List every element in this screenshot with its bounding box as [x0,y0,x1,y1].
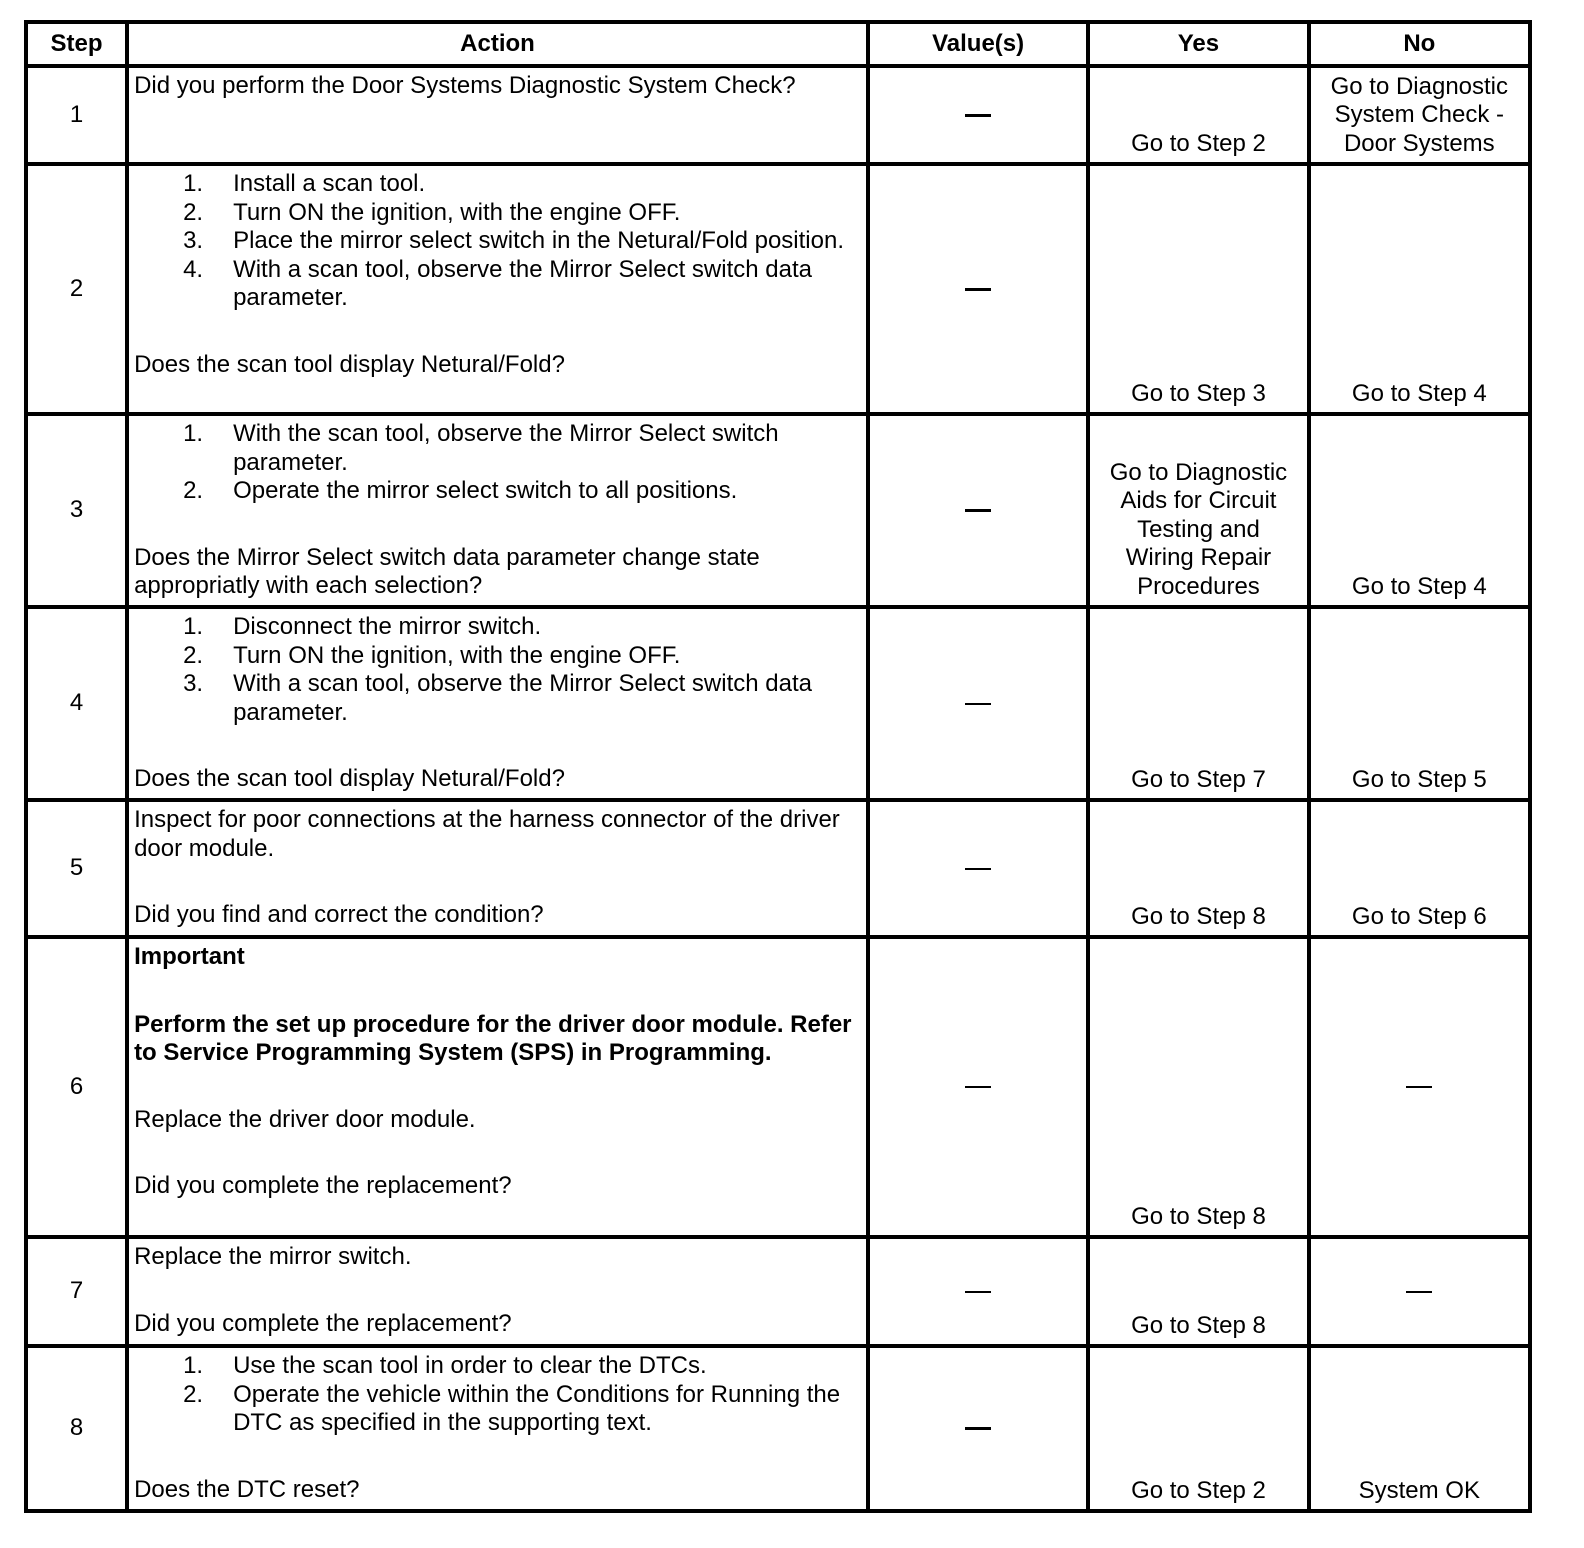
dash-mark [965,1291,991,1293]
step-text: Install a scan tool. [233,170,426,197]
spacer [134,863,861,901]
action-text: Did you perform the Door Systems Diagnostic System Check? [134,72,796,99]
spacer [134,972,861,1011]
table-row [26,937,1530,1237]
action-cell [127,164,868,414]
header-values: Value(s) [868,22,1088,66]
step-text: Use the scan tool in order to clear the DTCs. [233,1352,707,1379]
step-text: With a scan tool, observe the Mirror Select switch data parameter. [233,255,812,311]
list-item [134,256,861,313]
list-item [134,420,861,477]
no-cell [1309,1237,1530,1346]
table-row [26,164,1530,414]
diagnostic-table [24,20,1532,1513]
dash-mark [1406,1086,1432,1088]
no-cell: Go to Step 4 [1309,414,1530,607]
no-cell: Go to Diagnostic System Check - Door Systems [1309,66,1530,164]
spacer [134,1438,861,1476]
dash-mark [965,1086,991,1088]
list-item [134,1381,861,1438]
step-index: 4. [183,255,204,283]
yes-cell: Go to Step 2 [1088,1346,1308,1511]
action-cell [127,414,868,607]
action-question: Does the scan tool display Netural/Fold? [134,765,565,792]
action-cell [127,607,868,800]
action-question: Does the Mirror Select switch data parameter change state appropriatly with each selection? [134,543,760,599]
table-row [26,414,1530,607]
dash-mark [965,868,991,870]
step-index: 2. [183,198,204,226]
action-cell [127,66,868,164]
list-item [134,642,861,671]
dash-mark [965,114,991,117]
header-row [26,22,1530,66]
action-cell [127,800,868,937]
step-number: 7 [26,1237,127,1346]
list-item [134,477,861,506]
dash-mark [965,703,991,705]
header-action: Action [127,22,868,66]
action-steps [134,170,861,313]
table-row [26,800,1530,937]
header-step: Step [26,22,127,66]
list-item [134,613,861,642]
no-cell [1309,937,1530,1237]
action-question: Does the scan tool display Netural/Fold? [134,350,565,378]
table-row [26,66,1530,164]
no-cell: Go to Step 5 [1309,607,1530,800]
action-steps [134,613,861,727]
list-item [134,199,861,228]
dash-mark [965,288,991,291]
value-cell [868,164,1088,414]
action-question: Did you complete the replacement? [134,1172,512,1199]
value-cell [868,800,1088,937]
value-cell [868,607,1088,800]
step-text: Operate the vehicle within the Conditions for Running the DTC as specified in the supporting text. [233,1380,841,1436]
step-text: Place the mirror select switch in the Netural/Fold position. [233,227,844,254]
yes-cell: Go to Step 7 [1088,607,1308,800]
dash-mark [1406,1291,1432,1293]
step-index: 1. [183,1352,204,1379]
step-text: Turn ON the ignition, with the engine OFF. [233,641,681,669]
step-index: 1. [183,170,204,197]
action-text: Replace the driver door module. [134,1105,476,1133]
value-cell [868,66,1088,164]
header-no: No [1309,22,1530,66]
table-row [26,1346,1530,1511]
step-number: 3 [26,414,127,607]
yes-cell: Go to Step 8 [1088,937,1308,1237]
value-cell [868,1237,1088,1346]
yes-cell: Go to Diagnostic Aids for Circuit Testing and Wiring Repair Procedures [1088,414,1308,607]
important-text: Perform the set up procedure for the driver door module. Refer to Service Programming System (SPS) in Programming. [134,1010,852,1066]
no-cell: Go to Step 4 [1309,164,1530,414]
value-cell [868,1346,1088,1511]
step-index: 3. [183,670,204,697]
action-cell [127,1346,868,1511]
action-cell [127,937,868,1237]
list-item [134,227,861,256]
action-cell [127,1237,868,1346]
action-question: Does the DTC reset? [134,1475,360,1503]
action-steps [134,1352,861,1438]
step-text: With a scan tool, observe the Mirror Select switch data parameter. [233,670,812,726]
step-index: 3. [183,227,204,254]
step-number: 2 [26,164,127,414]
value-cell [868,414,1088,607]
list-item [134,1352,861,1381]
action-question: Did you complete the replacement? [134,1309,512,1337]
action-text: Inspect for poor connections at the harness connector of the driver door module. [134,806,840,862]
step-text: Turn ON the ignition, with the engine OFF. [233,198,681,226]
step-index: 2. [183,1380,204,1408]
table-row [26,1237,1530,1346]
step-index: 2. [183,477,204,504]
step-number: 5 [26,800,127,937]
yes-cell: Go to Step 2 [1088,66,1308,164]
list-item [134,170,861,199]
step-text: Operate the mirror select switch to all positions. [233,477,738,504]
spacer [134,313,861,351]
action-question: Did you find and correct the condition? [134,901,544,928]
step-index: 1. [183,420,204,447]
dash-mark [965,509,991,512]
step-number: 1 [26,66,127,164]
table-row [26,607,1530,800]
step-index: 1. [183,613,204,640]
step-number: 4 [26,607,127,800]
spacer [134,1068,861,1106]
step-number: 8 [26,1346,127,1511]
step-text: With the scan tool, observe the Mirror Select switch parameter. [233,420,779,476]
action-text: Replace the mirror switch. [134,1243,412,1270]
no-cell: System OK [1309,1346,1530,1511]
yes-cell: Go to Step 3 [1088,164,1308,414]
step-index: 2. [183,641,204,669]
yes-cell: Go to Step 8 [1088,1237,1308,1346]
spacer [134,1272,861,1310]
header-yes: Yes [1088,22,1308,66]
value-cell [868,937,1088,1237]
yes-cell: Go to Step 8 [1088,800,1308,937]
step-number: 6 [26,937,127,1237]
action-steps [134,420,861,506]
spacer [134,727,861,765]
list-item [134,670,861,727]
spacer [134,506,861,544]
dash-mark [965,1427,991,1430]
no-cell: Go to Step 6 [1309,800,1530,937]
important-label: Important [134,943,245,970]
spacer [134,1134,861,1172]
step-text: Disconnect the mirror switch. [233,613,542,640]
